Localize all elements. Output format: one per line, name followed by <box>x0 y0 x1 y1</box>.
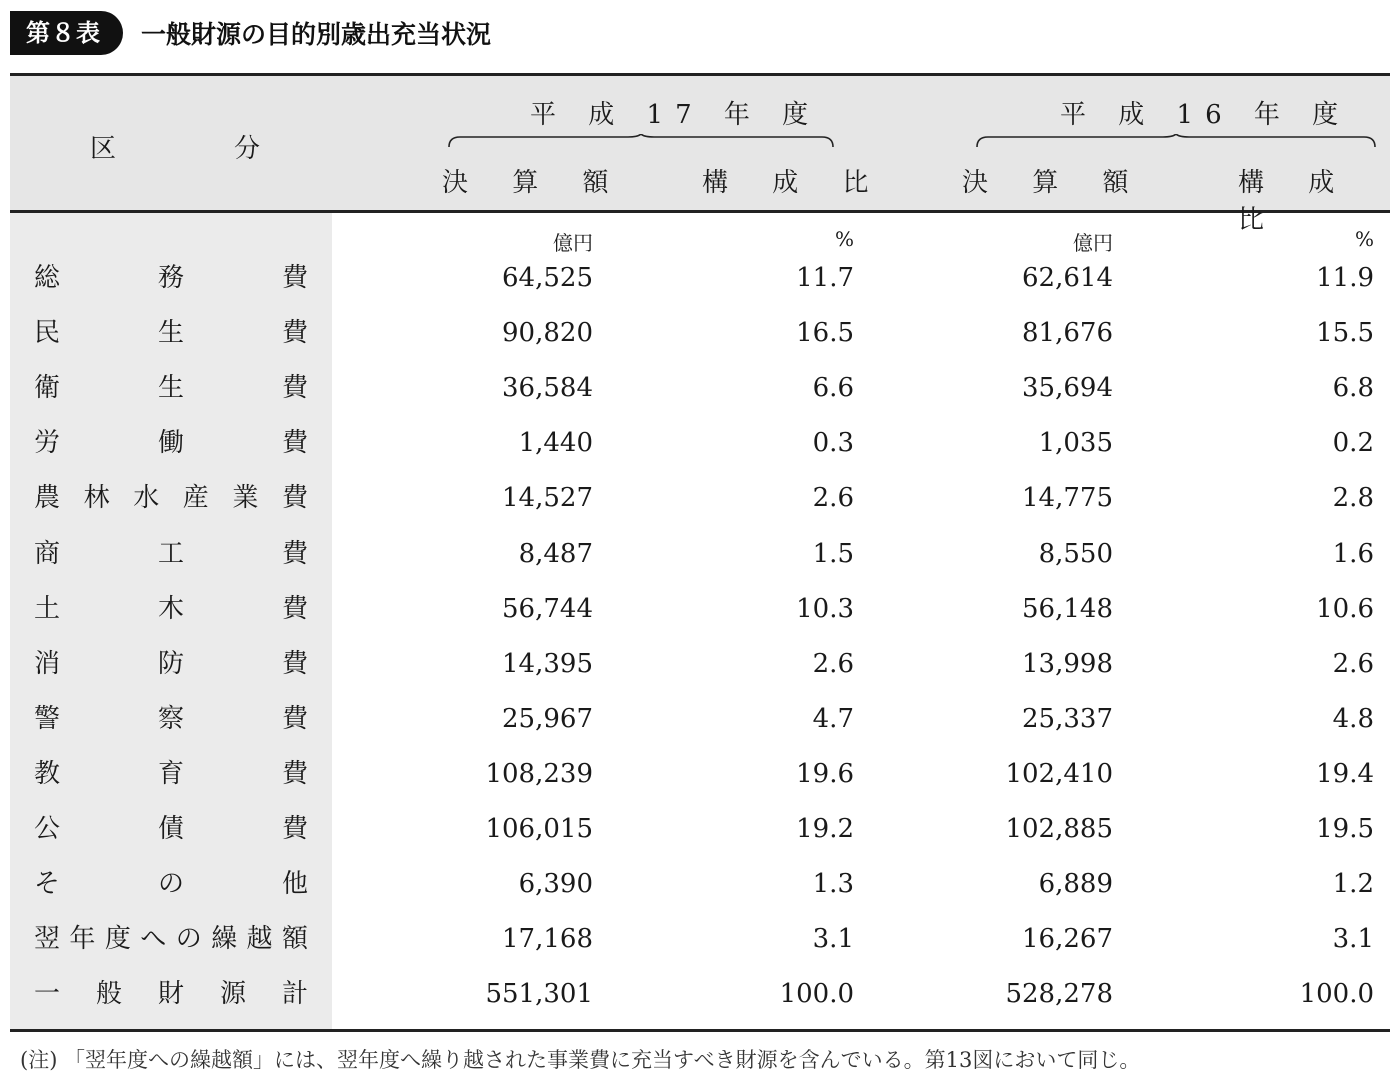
row-label-char: 商 <box>34 538 61 569</box>
cell-ratio-h17: 1.5 <box>812 538 854 569</box>
row-label-char: 総 <box>34 263 61 293</box>
row-label-char: 育 <box>157 758 184 789</box>
row-label-char: 林 <box>83 483 110 514</box>
cell-amount-h16: 35,694 <box>1022 373 1113 404</box>
table-row <box>10 306 1390 361</box>
cell-ratio-h16: 3.1 <box>1332 924 1374 955</box>
unit-ratio-h16: % <box>1354 227 1374 251</box>
row-label-char: 警 <box>34 703 61 734</box>
table-row <box>10 912 1390 967</box>
cell-ratio-h16: 19.4 <box>1316 758 1374 789</box>
table-header <box>10 76 1390 235</box>
cell-amount-h17: 36,584 <box>502 373 593 404</box>
cell-amount-h17: 108,239 <box>485 758 593 789</box>
row-label <box>34 361 308 416</box>
row-label-char: 債 <box>157 814 184 844</box>
cell-amount-h16: 102,885 <box>1005 814 1113 844</box>
header-kubun-char: 区 <box>90 134 117 164</box>
cell-ratio-h17: 19.2 <box>796 814 854 844</box>
unit-ratio-h17: % <box>834 227 854 251</box>
row-label-char: 年 <box>69 924 96 955</box>
row-label-char: 繰 <box>211 924 238 955</box>
row-label-char: 計 <box>281 979 308 1010</box>
cell-ratio-h16: 0.2 <box>1332 428 1374 459</box>
row-label-char: 費 <box>281 373 308 404</box>
cell-amount-h17: 1,440 <box>518 428 593 459</box>
row-label <box>34 582 308 637</box>
row-label-char: 公 <box>34 814 61 844</box>
cell-amount-h16: 16,267 <box>1022 924 1113 955</box>
row-label <box>34 637 308 692</box>
row-label <box>34 416 308 471</box>
cell-ratio-h17: 100.0 <box>779 979 854 1010</box>
header-brace-h16 <box>976 134 1376 148</box>
cell-amount-h17: 14,395 <box>502 648 593 679</box>
header-amount-h16: 決 算 額 <box>962 168 1147 198</box>
cell-ratio-h17: 3.1 <box>812 924 854 955</box>
cell-ratio-h16: 100.0 <box>1299 979 1374 1010</box>
cell-amount-h16: 13,998 <box>1022 648 1113 679</box>
cell-ratio-h17: 6.6 <box>812 373 854 404</box>
table-row <box>10 967 1390 1022</box>
table-title: 一般財源の目的別歳出充当状況 <box>141 20 492 49</box>
cell-ratio-h17: 19.6 <box>796 758 854 789</box>
row-label-char: 察 <box>157 703 184 734</box>
row-label-char: 費 <box>281 263 308 293</box>
cell-ratio-h17: 1.3 <box>812 869 854 900</box>
bottom-rule <box>10 1029 1390 1032</box>
row-label-char: 他 <box>281 869 308 900</box>
cell-amount-h16: 81,676 <box>1022 318 1113 349</box>
cell-amount-h17: 90,820 <box>502 318 593 349</box>
cell-amount-h17: 17,168 <box>502 924 593 955</box>
cell-amount-h16: 528,278 <box>1005 979 1113 1010</box>
cell-ratio-h16: 10.6 <box>1316 593 1374 624</box>
row-label <box>34 306 308 361</box>
row-label-char: 額 <box>281 924 308 955</box>
table-row <box>10 582 1390 637</box>
row-label-char: 一 <box>34 979 61 1010</box>
row-label <box>34 692 308 747</box>
cell-ratio-h17: 10.3 <box>796 593 854 624</box>
header-brace-h17 <box>448 134 834 148</box>
cell-ratio-h16: 11.9 <box>1316 263 1374 293</box>
row-label-char: 土 <box>34 593 61 624</box>
table-title-bar <box>10 10 491 56</box>
cell-amount-h17: 551,301 <box>485 979 593 1010</box>
cell-ratio-h17: 0.3 <box>812 428 854 459</box>
row-label-char: 生 <box>157 318 184 349</box>
row-label-char: 衛 <box>34 373 61 404</box>
table-body <box>10 213 1390 1029</box>
row-label-char: の <box>157 869 184 900</box>
row-label-char: 業 <box>232 483 259 514</box>
table-row <box>10 857 1390 912</box>
row-label-char: 務 <box>157 263 184 293</box>
row-label-char: 費 <box>281 538 308 569</box>
row-label <box>34 471 308 526</box>
cell-amount-h16: 25,337 <box>1022 703 1113 734</box>
row-label-char: 産 <box>182 483 209 514</box>
cell-amount-h17: 6,390 <box>518 869 593 900</box>
row-label-char: 費 <box>281 814 308 844</box>
row-label-char: 民 <box>34 318 61 349</box>
row-label-char: 費 <box>281 593 308 624</box>
row-label <box>34 251 308 306</box>
table-row <box>10 416 1390 471</box>
cell-amount-h16: 56,148 <box>1022 593 1113 624</box>
footnote: (注) 「翌年度への繰越額」には、翌年度へ繰り越された事業費に充当すべき財源を含んでいる。第13図において同じ。 <box>20 1048 1141 1072</box>
row-label <box>34 527 308 582</box>
header-ratio-h16: 構 成 比 <box>1238 168 1353 235</box>
header-amount-h17: 決 算 額 <box>442 168 627 198</box>
unit-amount-h16: 億円 <box>1073 231 1113 255</box>
row-label-char: 教 <box>34 758 61 789</box>
row-label-char: 費 <box>281 483 308 514</box>
row-label-char: 越 <box>246 924 273 955</box>
header-year-h16: 平 成 16 年 度 <box>1060 100 1351 130</box>
row-label-char: の <box>175 924 202 955</box>
cell-amount-h16: 14,775 <box>1022 483 1113 514</box>
header-kubun-char: 分 <box>233 134 260 164</box>
row-label-char: 費 <box>281 428 308 459</box>
row-label <box>34 802 308 857</box>
cell-ratio-h17: 2.6 <box>812 483 854 514</box>
cell-ratio-h17: 11.7 <box>796 263 854 293</box>
cell-ratio-h17: 2.6 <box>812 648 854 679</box>
header-ratio-h17: 構 成 比 <box>702 168 887 198</box>
table-row <box>10 802 1390 857</box>
cell-ratio-h17: 4.7 <box>812 703 854 734</box>
table-row <box>10 747 1390 802</box>
row-label-char: 般 <box>95 979 122 1010</box>
cell-ratio-h16: 1.6 <box>1332 538 1374 569</box>
cell-ratio-h16: 1.2 <box>1332 869 1374 900</box>
cell-amount-h16: 102,410 <box>1005 758 1113 789</box>
row-label <box>34 857 308 912</box>
row-label-char: 消 <box>34 648 61 679</box>
row-label-char: 水 <box>133 483 160 514</box>
header-year-h17: 平 成 17 年 度 <box>530 100 821 130</box>
row-label-char: 生 <box>157 373 184 404</box>
row-label-char: 費 <box>281 648 308 679</box>
cell-ratio-h16: 6.8 <box>1332 373 1374 404</box>
unit-amount-h17: 億円 <box>553 231 593 255</box>
row-label-char: 費 <box>281 703 308 734</box>
row-label <box>34 747 308 802</box>
cell-amount-h16: 8,550 <box>1038 538 1113 569</box>
cell-amount-h16: 62,614 <box>1022 263 1113 293</box>
cell-amount-h17: 25,967 <box>502 703 593 734</box>
row-label-char: 農 <box>34 483 61 514</box>
cell-ratio-h16: 19.5 <box>1316 814 1374 844</box>
table-row <box>10 692 1390 747</box>
row-label-char: 防 <box>157 648 184 679</box>
table-row <box>10 361 1390 416</box>
row-label-char: 源 <box>219 979 246 1010</box>
cell-ratio-h17: 16.5 <box>796 318 854 349</box>
cell-amount-h17: 8,487 <box>518 538 593 569</box>
cell-amount-h16: 1,035 <box>1038 428 1113 459</box>
table-row <box>10 251 1390 306</box>
row-label-char: 財 <box>157 979 184 1010</box>
data-table <box>10 73 1390 1032</box>
table-number-badge: 第８表 <box>10 11 123 55</box>
cell-amount-h17: 14,527 <box>502 483 593 514</box>
row-label-char: 労 <box>34 428 61 459</box>
cell-ratio-h16: 2.8 <box>1332 483 1374 514</box>
cell-amount-h17: 106,015 <box>485 814 593 844</box>
cell-amount-h17: 64,525 <box>502 263 593 293</box>
cell-ratio-h16: 2.6 <box>1332 648 1374 679</box>
cell-amount-h16: 6,889 <box>1038 869 1113 900</box>
table-row <box>10 527 1390 582</box>
row-label <box>34 912 308 967</box>
cell-ratio-h16: 15.5 <box>1316 318 1374 349</box>
cell-ratio-h16: 4.8 <box>1332 703 1374 734</box>
header-kubun <box>90 128 260 165</box>
cell-amount-h17: 56,744 <box>502 593 593 624</box>
row-label-char: 度 <box>104 924 131 955</box>
row-label-char: 働 <box>157 428 184 459</box>
row-label-char: へ <box>140 924 167 955</box>
table-row <box>10 471 1390 526</box>
row-label-char: 工 <box>157 538 184 569</box>
row-label <box>34 967 308 1022</box>
row-label-char: 翌 <box>34 924 61 955</box>
row-label-char: 費 <box>281 758 308 789</box>
row-label-char: 木 <box>157 593 184 624</box>
row-label-char: 費 <box>281 318 308 349</box>
row-label-char: そ <box>34 869 61 900</box>
table-row <box>10 637 1390 692</box>
